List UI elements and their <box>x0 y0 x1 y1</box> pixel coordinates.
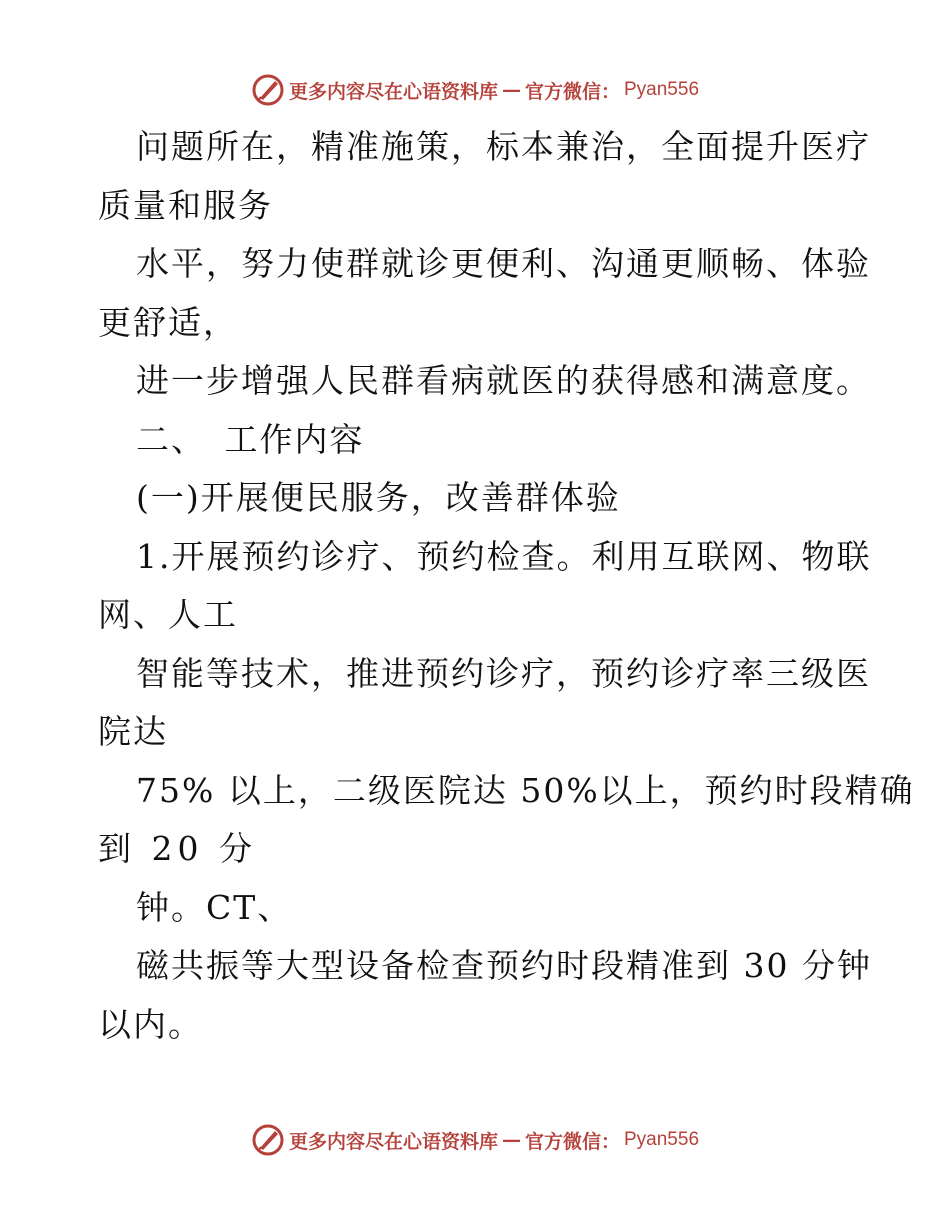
body-line: 以内。 <box>98 1004 203 1044</box>
header-watermark <box>0 70 950 110</box>
section-heading: 二、 工作内容 <box>136 419 365 459</box>
quill-pen-logo-icon <box>251 73 285 107</box>
body-line: 75% 以上，二级医院达 50%以上，预约时段精确 <box>136 770 915 810</box>
watermark-text: 更多内容尽在心语资料库 <box>288 80 498 103</box>
body-text <box>98 118 915 1054</box>
body-line: 院达 <box>98 712 168 751</box>
watermark-dash: — <box>501 1129 521 1151</box>
subsection-heading: (一)开展便民服务，改善群体验 <box>136 478 621 517</box>
body-line: 磁共振等大型设备检查预约时段精准到 30 分钟 <box>136 946 872 985</box>
watermark-wechat-id: Pyan556 <box>624 79 700 100</box>
body-line: 网、人工 <box>98 595 238 634</box>
body-line: 1.开展预约诊疗、预约检查。利用互联网、物联 <box>136 536 872 576</box>
watermark-wechat-label: 官方微信： <box>524 80 620 103</box>
body-line: 质量和服务 <box>98 185 273 225</box>
watermark-text: 更多内容尽在心语资料库 <box>288 1130 498 1153</box>
body-line: 到 20 分 <box>98 829 257 868</box>
body-line: 进一步增强人民群看病就医的获得感和满意度。 <box>136 361 871 400</box>
watermark-dash: — <box>501 79 521 101</box>
watermark-wechat-label: 官方微信： <box>524 1130 620 1153</box>
body-line: 问题所在，精准施策，标本兼治，全面提升医疗 <box>136 127 871 166</box>
footer-watermark <box>0 1120 950 1160</box>
body-line: 更舒适， <box>98 302 238 342</box>
quill-pen-logo-icon <box>251 1123 285 1157</box>
body-line: 钟。CT、 <box>136 887 293 927</box>
body-line: 智能等技术，推进预约诊疗，预约诊疗率三级医 <box>136 653 871 693</box>
body-line: 水平，努力使群就诊更便利、沟通更顺畅、体验 <box>136 244 871 283</box>
watermark-wechat-id: Pyan556 <box>624 1129 700 1150</box>
